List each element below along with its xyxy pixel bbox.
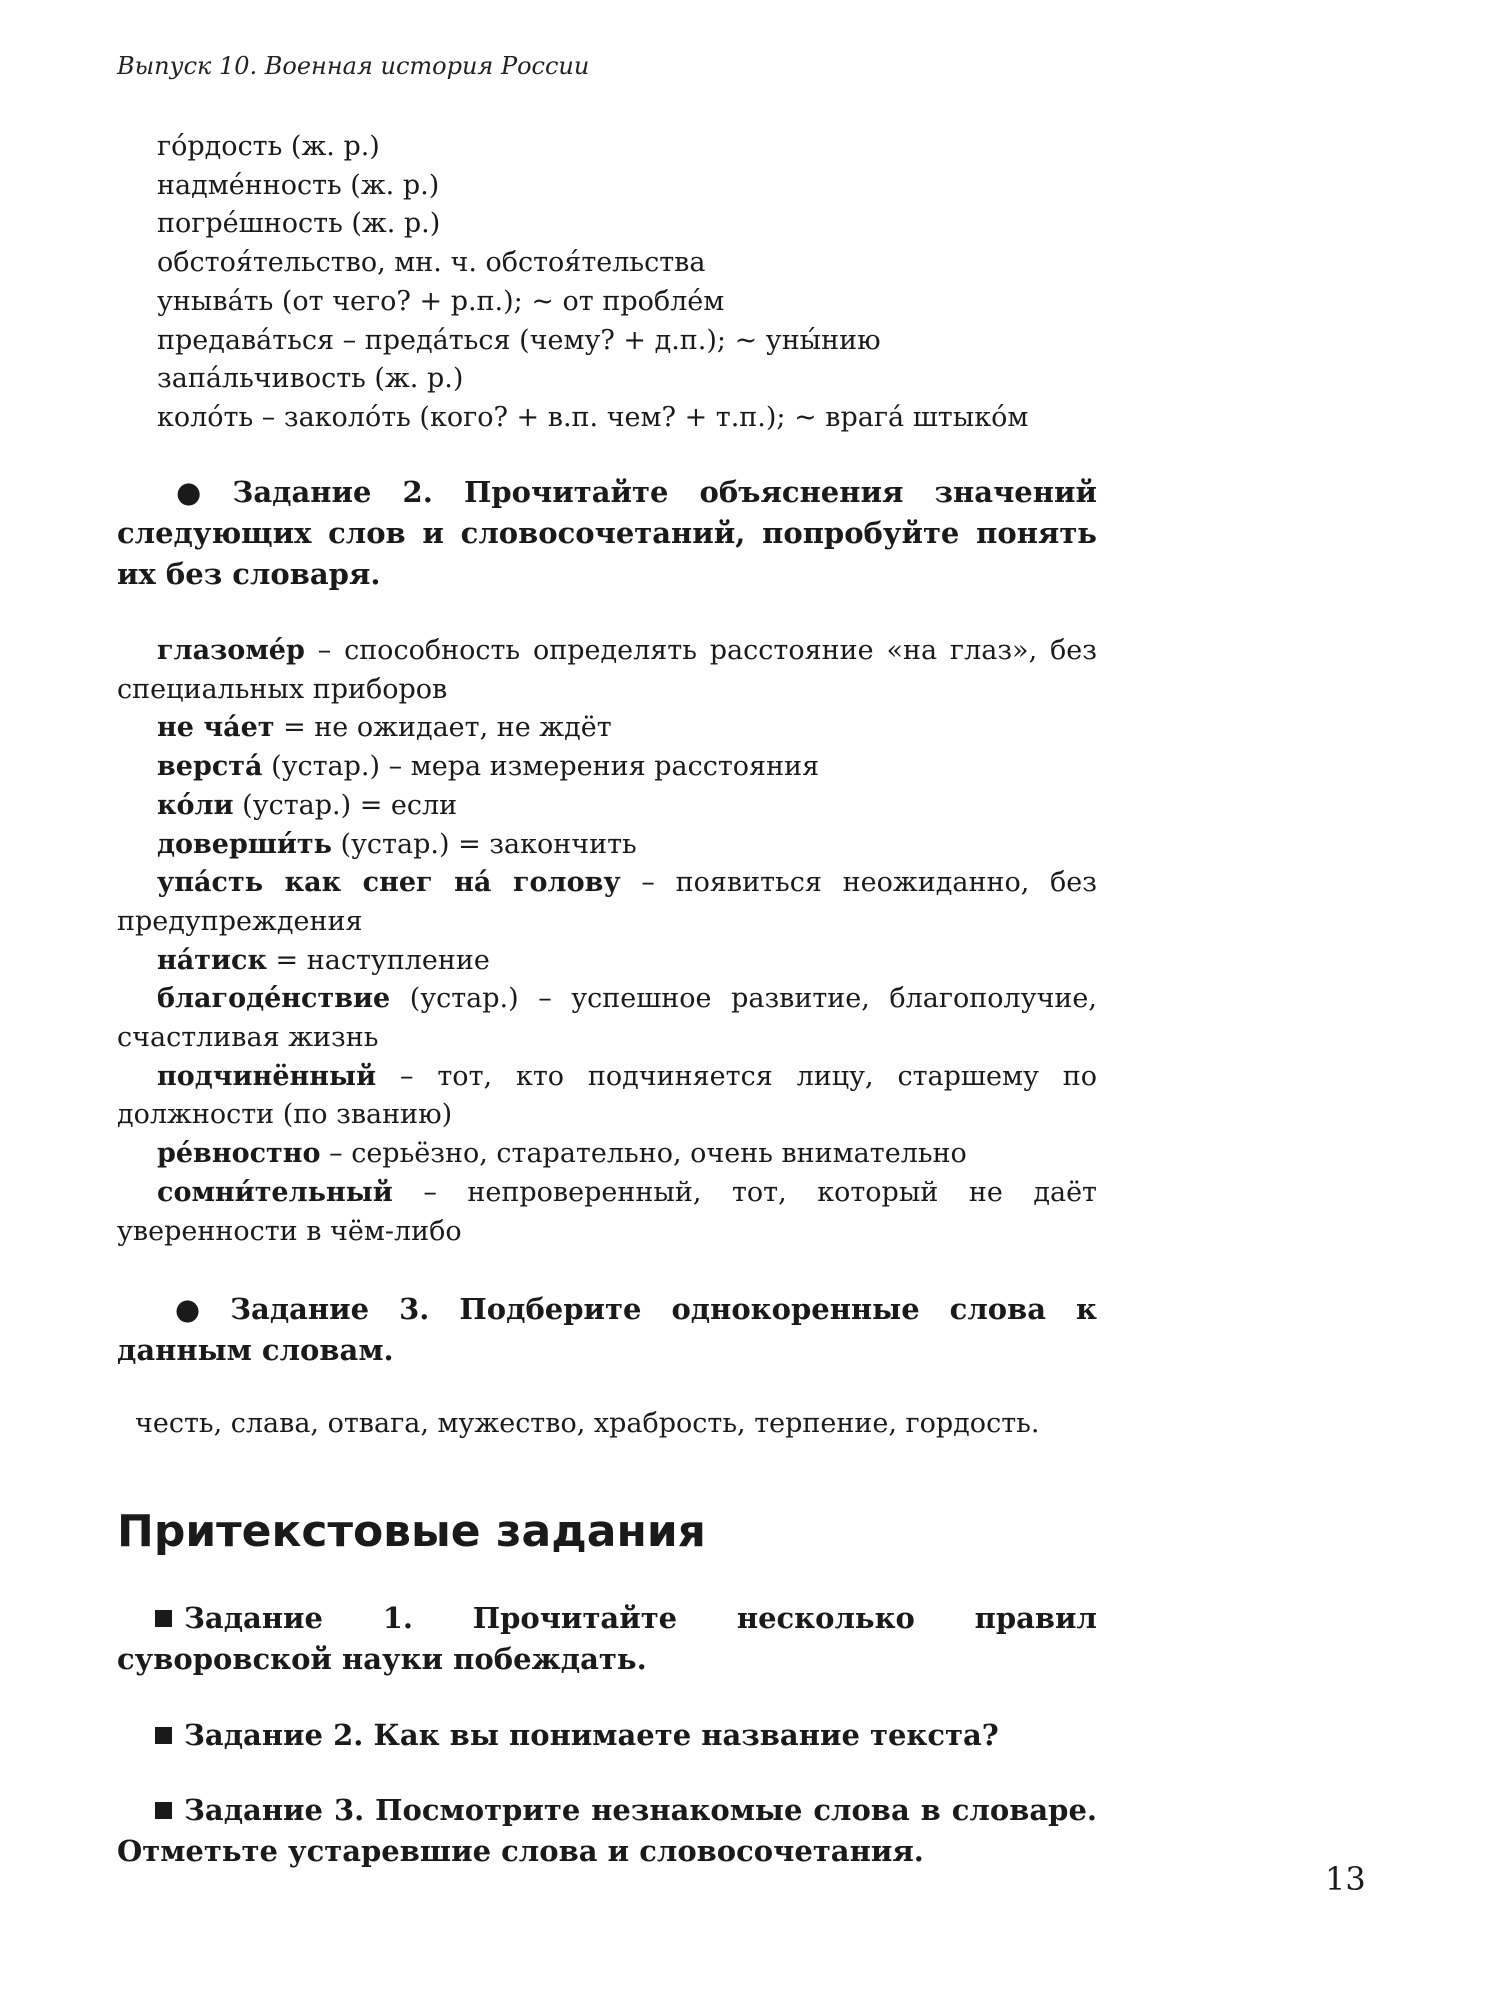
vocab-item: погре́шность (ж. р.)	[157, 208, 441, 240]
bullet-icon: ●	[155, 475, 223, 509]
running-head: Выпуск 10. Военная история России	[117, 52, 590, 80]
glossary-term: не чáет	[157, 712, 275, 744]
glossary-entry	[117, 864, 1097, 941]
glossary-term: подчинённый	[157, 1060, 377, 1092]
glossary-definition: – способность определять расстояние «на глаз», без специальных приборов	[117, 635, 1097, 705]
vocab-item: унывáть (от чего? + р.п.); ~ от пробле́м	[157, 285, 725, 317]
glossary-entry	[117, 826, 1097, 865]
bullet-icon: ●	[155, 1292, 221, 1326]
glossary-entry	[117, 709, 1097, 748]
glossary-definition: – серьёзно, старательно, очень внимательно	[320, 1138, 967, 1170]
glossary-definition: – непроверенный, тот, который не даёт уверенности в чём-либо	[117, 1176, 1097, 1247]
glossary-definition: = наступление	[266, 944, 490, 976]
text-task-text: Задание 3. Посмотрите незнакомые слова в словаре. Отметьте устаревшие слова и словосочетания.	[117, 1793, 1097, 1868]
text-task-text: Задание 2. Как вы понимаете название текста?	[184, 1718, 999, 1752]
vocab-item: надме́нность (ж. р.)	[157, 169, 440, 201]
text-task-3	[117, 1790, 1097, 1872]
task-3-heading	[117, 1289, 1097, 1371]
square-bullet-icon	[155, 1802, 172, 1819]
glossary-entry	[117, 942, 1097, 981]
glossary-term: нáтиск	[157, 944, 267, 976]
task-2-text: Задание 2. Прочитайте объяснения значений следующих слов и словосочетаний, попробуйте понять их без словаря.	[117, 475, 1097, 591]
section-title: Притекстовые задания	[117, 1506, 706, 1557]
glossary-definition: (устар.) = закончить	[331, 828, 637, 860]
vocab-item: предавáться – предáться (чему? + д.п.); ~ уны́нию	[157, 324, 881, 356]
task-2-heading	[117, 472, 1097, 595]
glossary-definition: – появиться неожиданно, без предупреждения	[117, 867, 1097, 937]
vocab-item: коло́ть – заколо́ть (кого? + в.п. чем? + т.п.); ~ врагá штыко́м	[157, 401, 1029, 433]
square-bullet-icon	[155, 1727, 172, 1744]
text-task-1	[117, 1598, 1097, 1680]
glossary-term: глазоме́р	[157, 635, 305, 666]
glossary-entry	[117, 1135, 1097, 1174]
glossary-entry	[117, 980, 1097, 1057]
glossary-term: ре́вностно	[157, 1138, 321, 1170]
glossary-definition: – тот, кто подчиняется лицу, старшему по должности (по званию)	[117, 1060, 1097, 1131]
text-task-2	[117, 1715, 1097, 1756]
glossary-term: доверши́ть	[157, 828, 332, 860]
glossary-entry	[117, 787, 1097, 826]
vocab-item: запáльчивость (ж. р.)	[157, 363, 464, 395]
glossary-term: верстá	[157, 751, 263, 783]
glossary-term: ко́ли	[157, 789, 234, 821]
glossary-definition: (устар.) – мера измерения расстояния	[262, 751, 820, 783]
glossary-entry	[117, 1058, 1097, 1135]
glossary-definition: (устар.) = если	[233, 789, 458, 821]
task-3-text: Задание 3. Подберите однокоренные слова к данным словам.	[117, 1292, 1097, 1367]
glossary-entry	[117, 1174, 1097, 1251]
text-task-text: Задание 1. Прочитайте несколько правил суворовской науки побеждать.	[117, 1601, 1097, 1676]
words-line: честь, слава, отвага, мужество, храбрость, терпение, гордость.	[135, 1408, 1040, 1439]
page-number: 13	[1325, 1860, 1366, 1898]
glossary-term: сомни́тельный	[157, 1176, 393, 1208]
glossary-definition: (устар.) – успешное развитие, благополучие, счастливая жизнь	[117, 983, 1097, 1054]
glossary-definition: = не ожидает, не ждёт	[274, 712, 612, 744]
glossary-entry	[117, 632, 1097, 709]
glossary-entry	[117, 748, 1097, 787]
glossary-term: благоде́нствие	[157, 983, 391, 1015]
vocab-item: обстоя́тельство, мн. ч. обстоя́тельства	[157, 247, 706, 279]
square-bullet-icon	[155, 1610, 172, 1627]
vocabulary-list	[157, 128, 1028, 438]
glossary-term: упáсть как снег нá голову	[157, 867, 621, 899]
vocab-item: го́рдость (ж. р.)	[157, 131, 380, 162]
glossary	[117, 632, 1097, 1251]
